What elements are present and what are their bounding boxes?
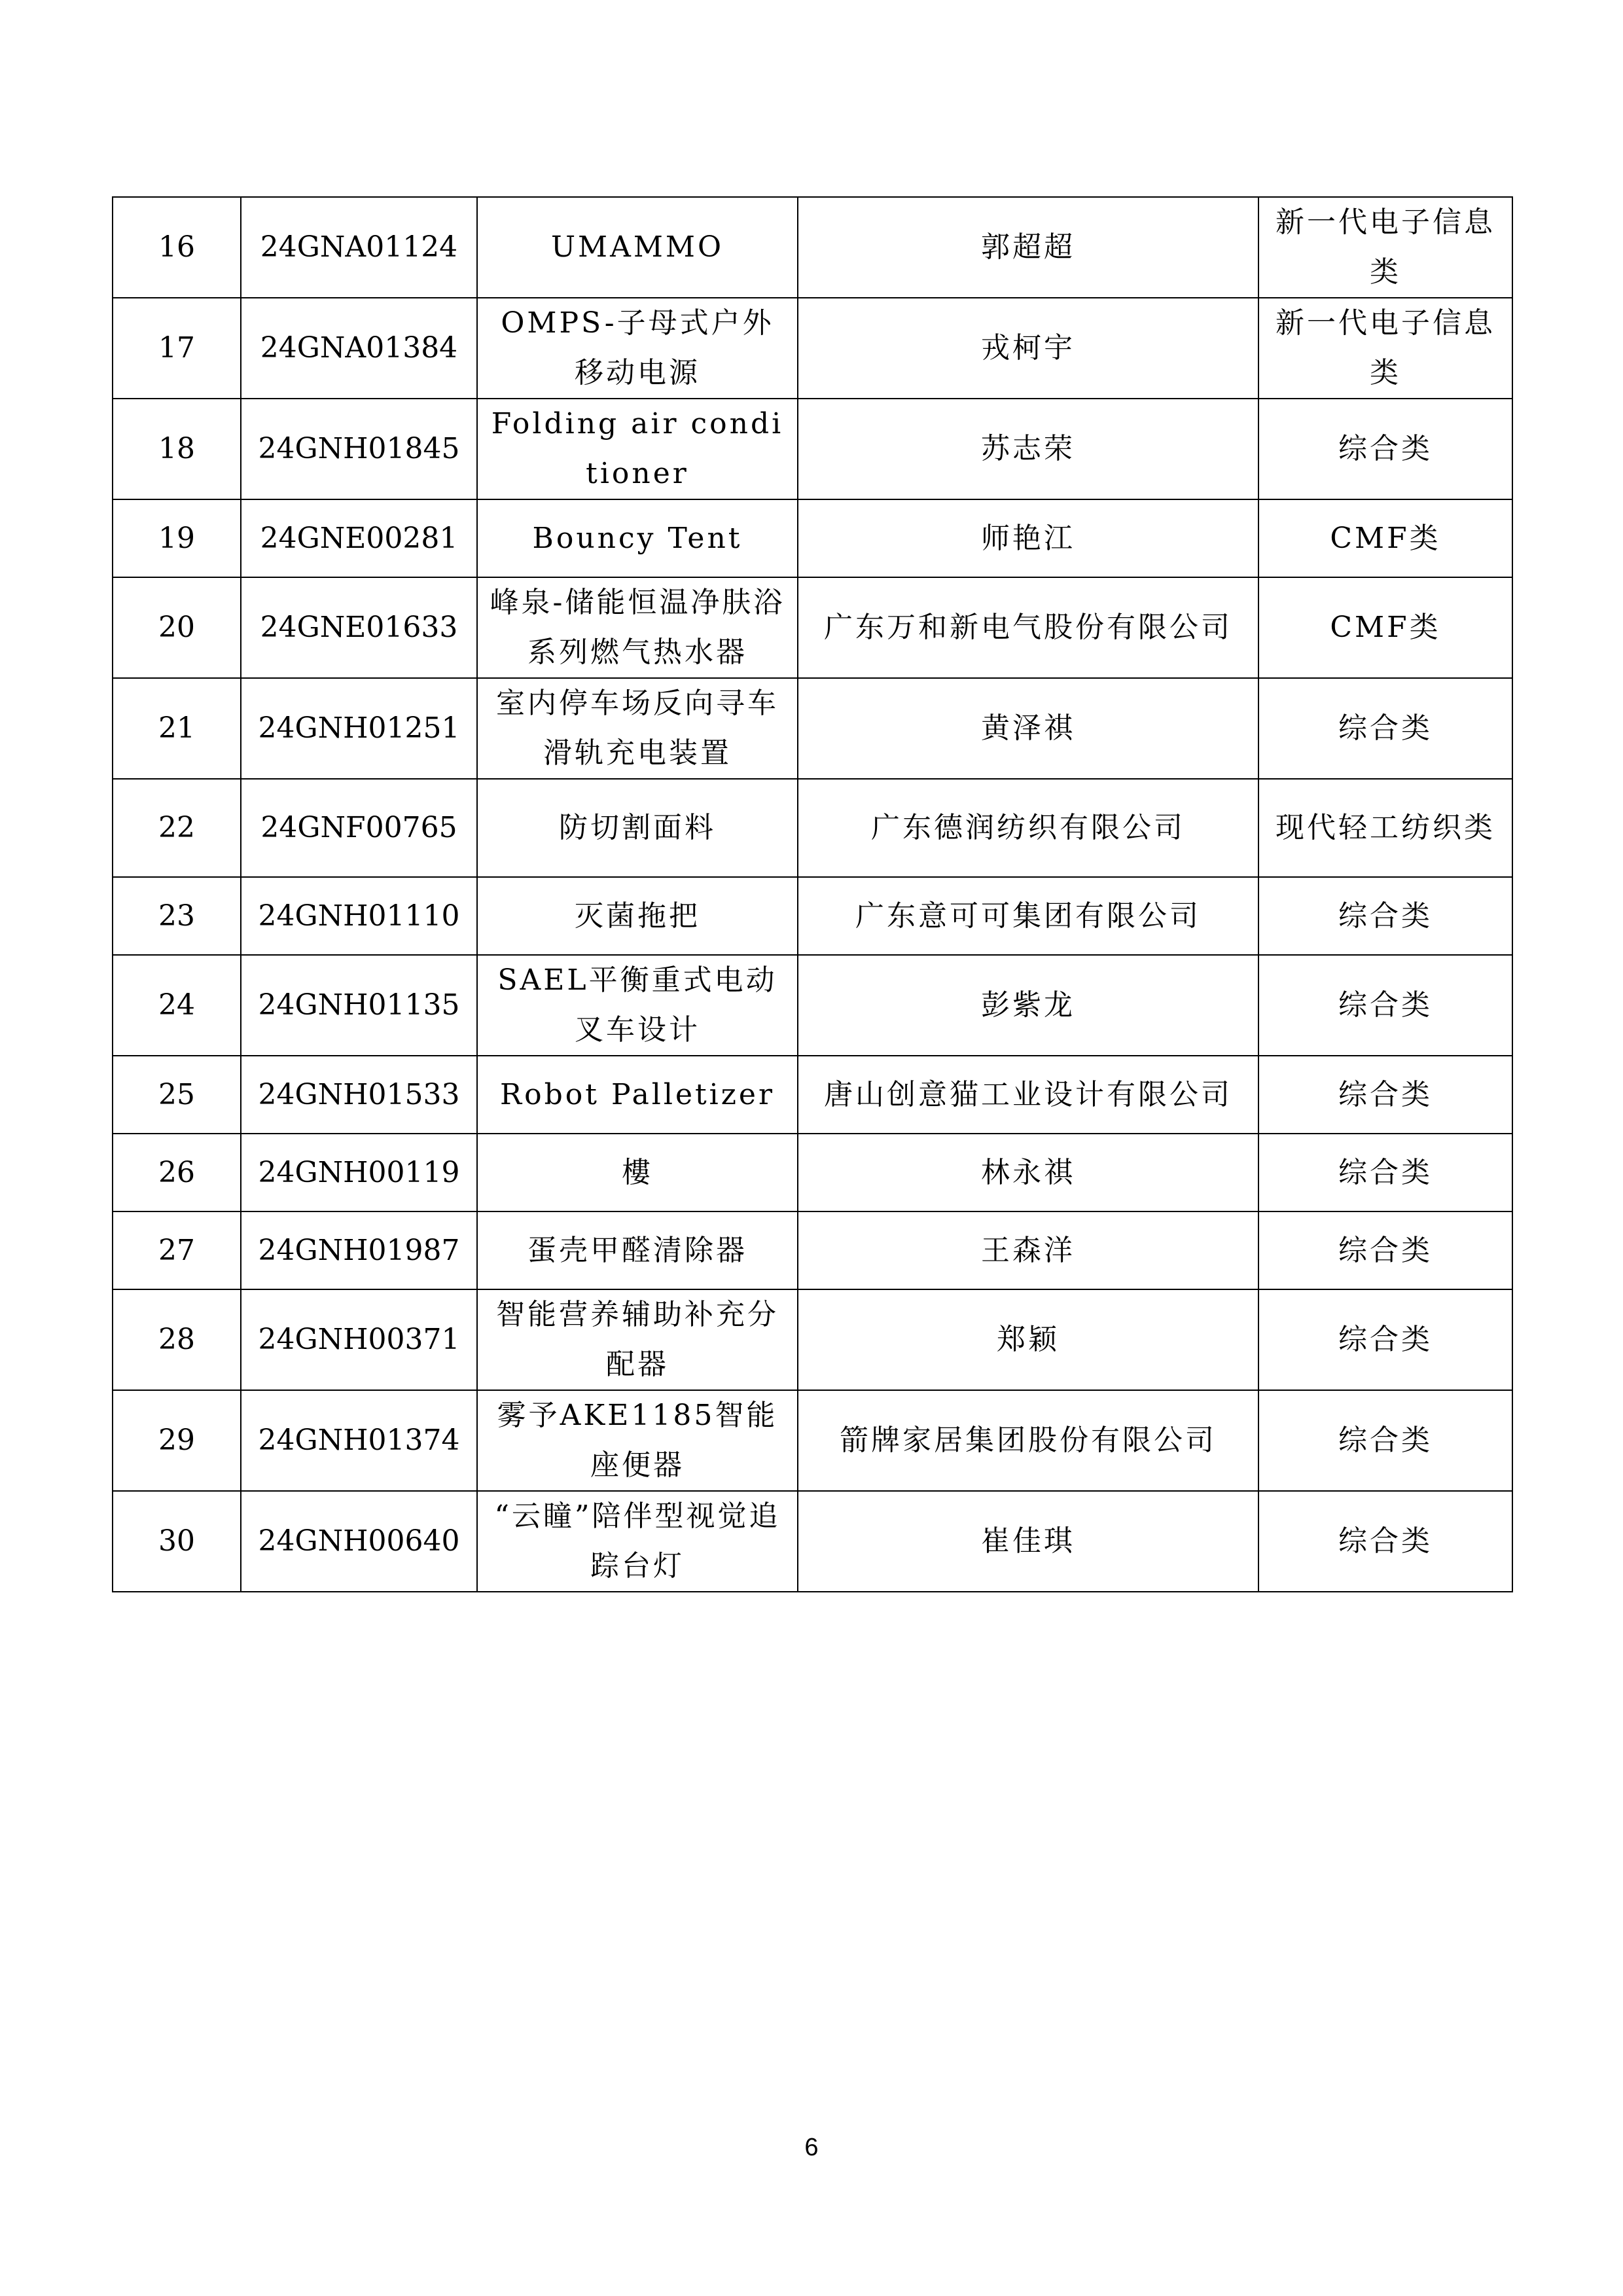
entry-code-cell: 24GNF00765	[241, 779, 477, 877]
entry-code-cell: 24GNE00281	[241, 499, 477, 577]
row-number-cell: 25	[113, 1056, 241, 1134]
applicant-cell: 林永祺	[798, 1134, 1258, 1211]
applicant-cell: 黄泽祺	[798, 678, 1258, 779]
category-cell: 综合类	[1258, 1211, 1512, 1289]
applicant-cell: 郑颖	[798, 1289, 1258, 1390]
entry-name-cell: Folding air conditioner	[477, 399, 798, 499]
table-row	[113, 499, 1512, 577]
applicant-cell: 戎柯宇	[798, 298, 1258, 399]
category-cell: 综合类	[1258, 1134, 1512, 1211]
category-cell: 新一代电子信息类	[1258, 197, 1512, 298]
applicant-cell: 唐山创意猫工业设计有限公司	[798, 1056, 1258, 1134]
applicant-cell: 广东万和新电气股份有限公司	[798, 577, 1258, 678]
table-row	[113, 779, 1512, 877]
entry-name-cell: 防切割面料	[477, 779, 798, 877]
row-number-cell: 21	[113, 678, 241, 779]
entry-name-cell: 蛋壳甲醛清除器	[477, 1211, 798, 1289]
table-row	[113, 1056, 1512, 1134]
applicant-cell: 崔佳琪	[798, 1491, 1258, 1592]
category-cell: 综合类	[1258, 877, 1512, 955]
row-number-cell: 29	[113, 1390, 241, 1491]
entry-code-cell: 24GNH01533	[241, 1056, 477, 1134]
row-number-cell: 27	[113, 1211, 241, 1289]
entry-code-cell: 24GNA01124	[241, 197, 477, 298]
row-number-cell: 18	[113, 399, 241, 499]
table-row	[113, 298, 1512, 399]
entry-name-cell: OMPS-子母式户外移动电源	[477, 298, 798, 399]
category-cell: 综合类	[1258, 678, 1512, 779]
category-cell: 综合类	[1258, 1491, 1512, 1592]
table-row	[113, 877, 1512, 955]
entry-name-cell: 雾予AKE1185智能座便器	[477, 1390, 798, 1491]
applicant-cell: 彭紫龙	[798, 955, 1258, 1056]
table-row	[113, 1134, 1512, 1211]
row-number-cell: 20	[113, 577, 241, 678]
category-cell: CMF类	[1258, 499, 1512, 577]
row-number-cell: 17	[113, 298, 241, 399]
table-row	[113, 197, 1512, 298]
entry-code-cell: 24GNH00371	[241, 1289, 477, 1390]
page-number: 6	[804, 2134, 819, 2161]
table-row	[113, 399, 1512, 499]
entry-name-cell: 樓	[477, 1134, 798, 1211]
applicant-cell: 王森洋	[798, 1211, 1258, 1289]
applicant-cell: 苏志荣	[798, 399, 1258, 499]
category-cell: 综合类	[1258, 1056, 1512, 1134]
entry-code-cell: 24GNH00640	[241, 1491, 477, 1592]
applicant-cell: 广东德润纺织有限公司	[798, 779, 1258, 877]
results-table-body	[113, 197, 1512, 1592]
table-row	[113, 1390, 1512, 1491]
row-number-cell: 26	[113, 1134, 241, 1211]
entry-name-cell: Bouncy Tent	[477, 499, 798, 577]
entry-name-cell: 峰泉-储能恒温净肤浴系列燃气热水器	[477, 577, 798, 678]
category-cell: 现代轻工纺织类	[1258, 779, 1512, 877]
entry-name-cell: Robot Palletizer	[477, 1056, 798, 1134]
results-table	[112, 196, 1513, 1592]
table-row	[113, 577, 1512, 678]
category-cell: 综合类	[1258, 1390, 1512, 1491]
table-row	[113, 678, 1512, 779]
entry-code-cell: 24GNH01251	[241, 678, 477, 779]
entry-code-cell: 24GNH01110	[241, 877, 477, 955]
applicant-cell: 师艳江	[798, 499, 1258, 577]
category-cell: 综合类	[1258, 399, 1512, 499]
entry-name-cell: 智能营养辅助补充分配器	[477, 1289, 798, 1390]
entry-name-cell: 室内停车场反向寻车滑轨充电装置	[477, 678, 798, 779]
table-row	[113, 1211, 1512, 1289]
applicant-cell: 郭超超	[798, 197, 1258, 298]
row-number-cell: 19	[113, 499, 241, 577]
category-cell: CMF类	[1258, 577, 1512, 678]
category-cell: 综合类	[1258, 1289, 1512, 1390]
entry-name-cell: UMAMMO	[477, 197, 798, 298]
entry-code-cell: 24GNH01845	[241, 399, 477, 499]
applicant-cell: 广东意可可集团有限公司	[798, 877, 1258, 955]
row-number-cell: 16	[113, 197, 241, 298]
applicant-cell: 箭牌家居集团股份有限公司	[798, 1390, 1258, 1491]
row-number-cell: 30	[113, 1491, 241, 1592]
entry-code-cell: 24GNH01135	[241, 955, 477, 1056]
entry-name-cell: SAEL平衡重式电动叉车设计	[477, 955, 798, 1056]
row-number-cell: 24	[113, 955, 241, 1056]
entry-code-cell: 24GNH00119	[241, 1134, 477, 1211]
row-number-cell: 23	[113, 877, 241, 955]
entry-code-cell: 24GNE01633	[241, 577, 477, 678]
entry-code-cell: 24GNH01374	[241, 1390, 477, 1491]
entry-name-cell: “云瞳”陪伴型视觉追踪台灯	[477, 1491, 798, 1592]
category-cell: 新一代电子信息类	[1258, 298, 1512, 399]
entry-code-cell: 24GNH01987	[241, 1211, 477, 1289]
table-row	[113, 1289, 1512, 1390]
row-number-cell: 28	[113, 1289, 241, 1390]
table-row	[113, 1491, 1512, 1592]
entry-code-cell: 24GNA01384	[241, 298, 477, 399]
entry-name-cell: 灭菌拖把	[477, 877, 798, 955]
row-number-cell: 22	[113, 779, 241, 877]
category-cell: 综合类	[1258, 955, 1512, 1056]
table-row	[113, 955, 1512, 1056]
